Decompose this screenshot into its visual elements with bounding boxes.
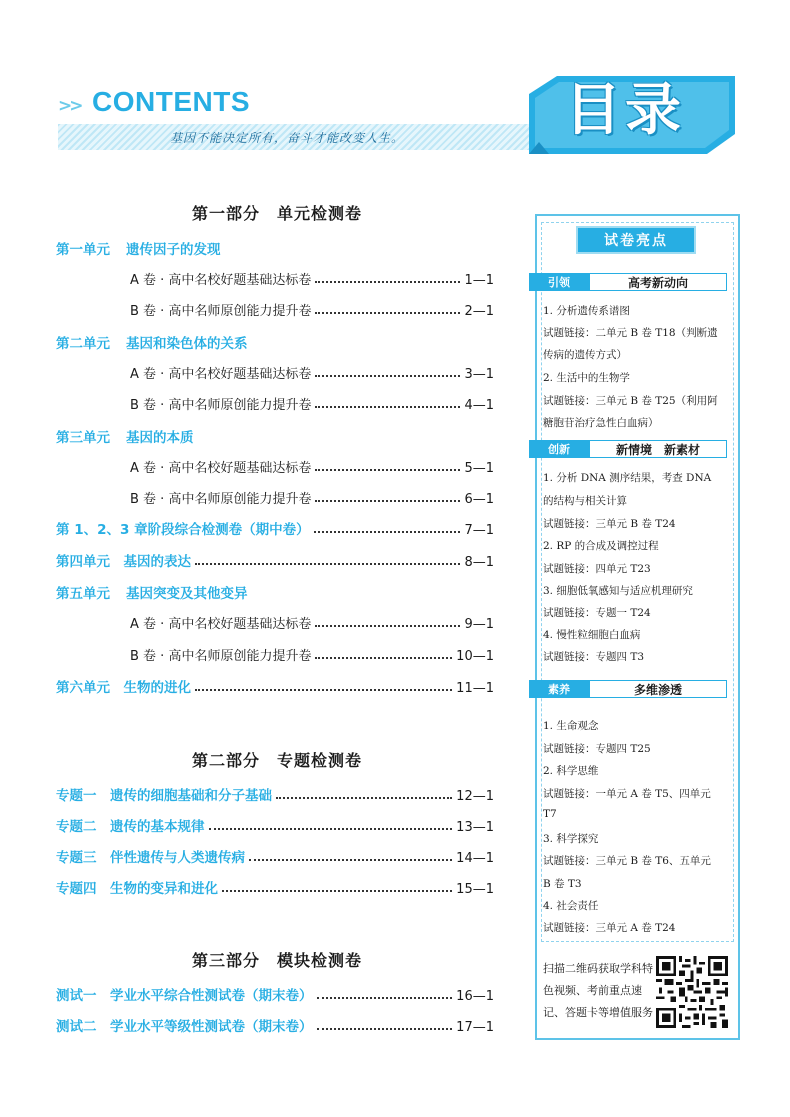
highlight-line: 试题链接：二单元 B 卷 T18（判断遗 xyxy=(543,327,718,339)
entry-label: B 卷 · 高中名师原创能力提升卷 xyxy=(130,398,312,413)
highlight-line: 4. 慢性粒细胞白血病 xyxy=(543,629,641,641)
page-number: 3—1 xyxy=(464,367,494,382)
highlight-line: 传病的遗传方式） xyxy=(543,349,627,361)
highlight-line: 3. 科学探究 xyxy=(543,833,599,845)
page-number: 5—1 xyxy=(464,461,494,476)
unit-heading[interactable] xyxy=(56,238,221,258)
dot-leader xyxy=(276,797,452,799)
toc-entry[interactable] xyxy=(56,784,494,804)
page-number: 6—1 xyxy=(464,492,494,507)
dot-leader xyxy=(314,531,461,533)
highlight-line: 2. RP 的合成及调控过程 xyxy=(543,540,659,552)
entry-label: A 卷 · 高中名校好题基础达标卷 xyxy=(130,617,312,632)
dot-leader xyxy=(195,563,460,565)
toc-entry[interactable] xyxy=(56,984,494,1004)
highlight-line: 试题链接：专题四 T3 xyxy=(543,651,645,663)
page-number: 15—1 xyxy=(456,882,494,897)
entry-label: 专题三 伴性遗传与人类遗传病 xyxy=(56,850,245,866)
toc-entry[interactable] xyxy=(130,487,494,507)
dot-leader xyxy=(222,890,452,892)
toc-entry[interactable] xyxy=(130,299,494,319)
entry-label: B 卷 · 高中名师原创能力提升卷 xyxy=(130,304,312,319)
tag-value: 高考新动向 xyxy=(589,273,727,291)
page-number: 12—1 xyxy=(456,789,494,804)
entry-label: 第 1、2、3 章阶段综合检测卷（期中卷） xyxy=(56,522,310,538)
highlight-line: 试题链接：四单元 T23 xyxy=(543,563,651,575)
highlight-line: 3. 细胞低氧感知与适应机理研究 xyxy=(543,585,693,597)
dot-leader xyxy=(315,657,452,659)
unit-number: 第一单元 xyxy=(56,242,110,258)
dot-leader xyxy=(315,281,460,283)
entry-label: 专题四 生物的变异和进化 xyxy=(56,881,218,897)
unit-number: 第三单元 xyxy=(56,430,110,446)
unit-heading[interactable] xyxy=(56,332,248,352)
tag-key: 素养 xyxy=(529,680,589,698)
dot-leader xyxy=(315,500,460,502)
entry-label: 第六单元 生物的进化 xyxy=(56,680,191,696)
highlight-line: 试题链接：专题四 T25 xyxy=(543,743,651,755)
toc-entry[interactable] xyxy=(56,518,494,538)
dot-leader xyxy=(317,997,453,999)
unit-name: 遗传因子的发现 xyxy=(126,242,221,258)
page-number: 2—1 xyxy=(464,304,494,319)
unit-number: 第五单元 xyxy=(56,586,110,602)
page-number: 10—1 xyxy=(456,649,494,664)
highlight-line: 糖胞苷治疗急性白血病） xyxy=(543,417,659,429)
highlight-line: T7 xyxy=(543,808,557,820)
highlight-line: 试题链接：专题一 T24 xyxy=(543,607,651,619)
page-number: 7—1 xyxy=(464,523,494,538)
highlight-line: 1. 分析 DNA 测序结果，考查 DNA xyxy=(543,472,712,484)
dot-leader xyxy=(315,312,460,314)
dot-leader xyxy=(195,689,452,691)
toc-entry[interactable] xyxy=(130,456,494,476)
page-number: 14—1 xyxy=(456,851,494,866)
unit-heading[interactable] xyxy=(56,426,194,446)
entry-label: A 卷 · 高中名校好题基础达标卷 xyxy=(130,273,312,288)
highlight-line: 试题链接：三单元 B 卷 T24 xyxy=(543,518,676,530)
highlight-line: 2. 生活中的生物学 xyxy=(543,372,630,384)
entry-label: 专题二 遗传的基本规律 xyxy=(56,819,205,835)
highlight-line: 1. 生命观念 xyxy=(543,720,599,732)
tag-key: 创新 xyxy=(529,440,589,458)
highlight-line: 试题链接：三单元 B 卷 T6、五单元 xyxy=(543,855,711,867)
entry-label: B 卷 · 高中名师原创能力提升卷 xyxy=(130,649,312,664)
toc-entry[interactable] xyxy=(56,550,494,570)
highlight-tag xyxy=(529,273,727,291)
toc-entry[interactable] xyxy=(130,393,494,413)
part-title: 第三部分 模块检测卷 xyxy=(192,951,363,970)
page-number: 9—1 xyxy=(464,617,494,632)
toc-entry[interactable] xyxy=(56,676,494,696)
highlight-line: 的结构与相关计算 xyxy=(543,495,627,507)
entry-label: A 卷 · 高中名校好题基础达标卷 xyxy=(130,461,312,476)
dot-leader xyxy=(315,375,460,377)
toc-entry[interactable] xyxy=(130,362,494,382)
dot-leader xyxy=(209,828,453,830)
highlight-line: 试题链接：三单元 B 卷 T25（利用阿 xyxy=(543,395,718,407)
tag-key: 引领 xyxy=(529,273,589,291)
part-title: 第一部分 单元检测卷 xyxy=(192,204,363,223)
toc-entry[interactable] xyxy=(130,268,494,288)
highlight-line: 试题链接：一单元 A 卷 T5、四单元 xyxy=(543,788,711,800)
toc-entry[interactable] xyxy=(56,1015,494,1035)
toc-entry[interactable] xyxy=(56,877,494,897)
page-number: 17—1 xyxy=(456,1020,494,1035)
highlight-line: B 卷 T3 xyxy=(543,878,582,890)
highlight-line: 2. 科学思维 xyxy=(543,765,599,777)
toc-entry[interactable] xyxy=(56,846,494,866)
tag-value: 新情境 新素材 xyxy=(589,440,727,458)
entry-label: 测试一 学业水平综合性测试卷（期末卷） xyxy=(56,988,313,1004)
chevron-right-icon: >> xyxy=(58,96,81,116)
page-number: 8—1 xyxy=(464,555,494,570)
mulu-title: 目录 xyxy=(565,78,685,143)
dot-leader xyxy=(315,469,460,471)
unit-name: 基因突变及其他变异 xyxy=(126,586,248,602)
toc-entry[interactable] xyxy=(130,644,494,664)
entry-label: B 卷 · 高中名师原创能力提升卷 xyxy=(130,492,312,507)
dot-leader xyxy=(317,1028,453,1030)
highlight-line: 试题链接：三单元 A 卷 T24 xyxy=(543,922,676,934)
qr-caption: 扫描二维码获取学科特色视频、考前重点速记、答题卡等增值服务 xyxy=(543,962,653,1019)
toc-entry[interactable] xyxy=(130,612,494,632)
highlights-heading: 试卷亮点 xyxy=(576,226,696,254)
highlight-tag xyxy=(529,440,727,458)
part-title: 第二部分 专题检测卷 xyxy=(192,751,363,770)
entry-label: 测试二 学业水平等级性测试卷（期末卷） xyxy=(56,1019,313,1035)
dot-leader xyxy=(315,625,460,627)
tag-value: 多维渗透 xyxy=(589,680,727,698)
entry-label: 专题一 遗传的细胞基础和分子基础 xyxy=(56,788,272,804)
unit-heading[interactable] xyxy=(56,582,248,602)
unit-name: 基因的本质 xyxy=(126,430,194,446)
highlight-line: 4. 社会责任 xyxy=(543,900,599,912)
entry-label: 第四单元 基因的表达 xyxy=(56,554,191,570)
qr-code-icon[interactable] xyxy=(656,956,728,1028)
dot-leader xyxy=(249,859,452,861)
page-number: 13—1 xyxy=(456,820,494,835)
highlight-line: 1. 分析遗传系谱图 xyxy=(543,305,630,317)
toc-entry[interactable] xyxy=(56,815,494,835)
header-motto: 基因不能决定所有，奋斗才能改变人生。 xyxy=(170,131,405,145)
page-number: 4—1 xyxy=(464,398,494,413)
dot-leader xyxy=(315,406,460,408)
entry-label: A 卷 · 高中名校好题基础达标卷 xyxy=(130,367,312,382)
page-number: 16—1 xyxy=(456,989,494,1004)
page-number: 11—1 xyxy=(456,681,494,696)
highlight-tag xyxy=(529,680,727,698)
unit-number: 第二单元 xyxy=(56,336,110,352)
page-number: 1—1 xyxy=(464,273,494,288)
unit-name: 基因和染色体的关系 xyxy=(126,336,248,352)
contents-title: CONTENTS xyxy=(92,86,250,117)
